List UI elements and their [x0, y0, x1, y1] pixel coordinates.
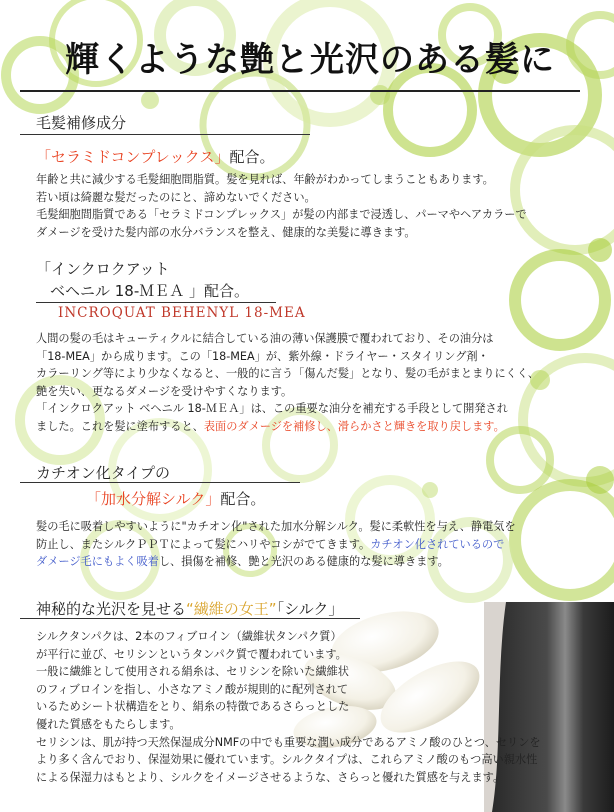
- section2-divider: [36, 302, 276, 303]
- section4-heading-post: 「シルク」: [276, 600, 344, 618]
- section2-body: [36, 330, 539, 436]
- section2-line: 艶を失い、更なるダメージを受けやすくなります。: [36, 384, 293, 398]
- page-title: 輝くような艶と光沢のある髪に: [65, 40, 555, 80]
- section4-heading-gold: “繊維の女王”: [186, 600, 277, 618]
- section2-line: [36, 418, 539, 436]
- section4-line: いるためシート状構造をとり、絹糸の特徴であるさらっとした: [36, 700, 350, 714]
- section4-line: のフィブロインを指し、小さなアミノ酸が規則的に配列されて: [36, 682, 349, 696]
- section1-suffix: 配合。: [229, 148, 275, 166]
- section2-heading-line1: 「インクロクアット: [36, 260, 170, 278]
- section3-line2-blue: カチオン化されているので: [370, 537, 505, 551]
- section4-heading-pre: 神秘的な光沢を見せる: [36, 600, 187, 618]
- section4-line: が平行に並び、セリシンというタンパク質で覆われています。: [36, 647, 347, 661]
- section3-line3-blue: ダメージ毛にもよく吸着: [36, 555, 159, 569]
- section4-line: 優れた質感をもたらします。: [36, 717, 181, 731]
- section3-line3-black: し、損傷を補修、艶と光沢のある健康的な髪に導きます。: [158, 555, 449, 569]
- section1-body: [36, 171, 527, 241]
- section1-divider: [20, 134, 310, 135]
- section2-line: 「インクロクアット ベヘニル 18-ＭＥＡ」は、この重要な油分を補充する手段として開発され: [36, 402, 508, 416]
- section3-line: [36, 553, 516, 571]
- section3-heading: カチオン化タイプの: [36, 464, 170, 482]
- section4-line: より多く含んでおり、保湿効果に優れています。シルクタイプは、これらアミノ酸のもつ高い親水性: [36, 753, 538, 767]
- section3-divider: [20, 482, 300, 483]
- hydrolyzed-silk-label: 「加水分解シルク」: [86, 490, 221, 508]
- section1-line: 若い頃は綺麗な髪だったのにと、諦めないでください。: [36, 190, 316, 204]
- section1-line: ダメージを受けた髪内部の水分バランスを整え、健康的な美髪に導きます。: [36, 225, 416, 239]
- section2-line: 人間の髪の毛はキューティクルに結合している油の薄い保護膜で覆われており、その油分は: [36, 332, 494, 345]
- section2-heading-line2: ベヘニル 18-ＭＥＡ 」配合。: [50, 282, 250, 300]
- section3-line: 髪の毛に吸着しやすいように"カチオン化"された加水分解シルク。髪に柔軟性を与え、静電気を: [36, 520, 516, 533]
- section4-line: シルクタンパクは、2本のフィブロイン（繊維状タンパク質）: [36, 630, 342, 643]
- section1-line: 年齢と共に減少する毛髪細胞間脂質。髪を見れば、年齢がわかってしまうこともあります。: [36, 173, 494, 186]
- section3-line: [36, 536, 516, 554]
- section3-suffix: 配合。: [220, 490, 266, 508]
- section1-ingredient-line: [36, 146, 275, 167]
- section2-english-name: INCROQUAT BEHENYL 18-MEA: [58, 305, 306, 321]
- section4-line: による保湿力はもとより、シルクをイメージさせるような、さらっと優れた質感を与えます。: [36, 770, 505, 784]
- section3-ingredient-line: [86, 488, 265, 509]
- section2-line: カラーリング等により少なくなると、一般的に言う「傷んだ髪」となり、髪の毛がまとまりにくく、: [36, 367, 539, 381]
- section4-body: [36, 628, 541, 786]
- ceramide-complex-label: 「セラミドコンプレックス」: [36, 148, 230, 166]
- section4-divider: [20, 618, 360, 619]
- section2-last-black: ました。これを髪に塗布すると、: [36, 419, 204, 433]
- section3-line2-black: 防止し、またシルクＰＰＴによって髪にハリやコシがでてきます。: [36, 537, 371, 551]
- section4-heading: [36, 598, 343, 619]
- section2-highlight: 表面のダメージを補修し、滑らかさと輝きを取り戻します。: [203, 419, 505, 433]
- section3-body: [36, 518, 516, 571]
- section4-line: セリシンは、肌が持つ天然保湿成分NMFの中でも重要な潤い成分であるアミノ酸のひとつ、セリンを: [36, 735, 541, 749]
- section2-line: 「18-MEA」から成ります。この「18-MEA」が、紫外線・ドライヤー・スタイリング剤・: [36, 349, 489, 363]
- section1-heading: 毛髪補修成分: [36, 114, 127, 132]
- title-divider: [20, 90, 580, 92]
- section4-line: 一般に繊維として使用される絹糸は、セリシンを除いた繊維状: [36, 665, 349, 679]
- section1-line: 毛髪細胞間脂質である「セラミドコンプレックス」が髪の内部まで浸透し、パーマやヘアカラーで: [36, 208, 527, 222]
